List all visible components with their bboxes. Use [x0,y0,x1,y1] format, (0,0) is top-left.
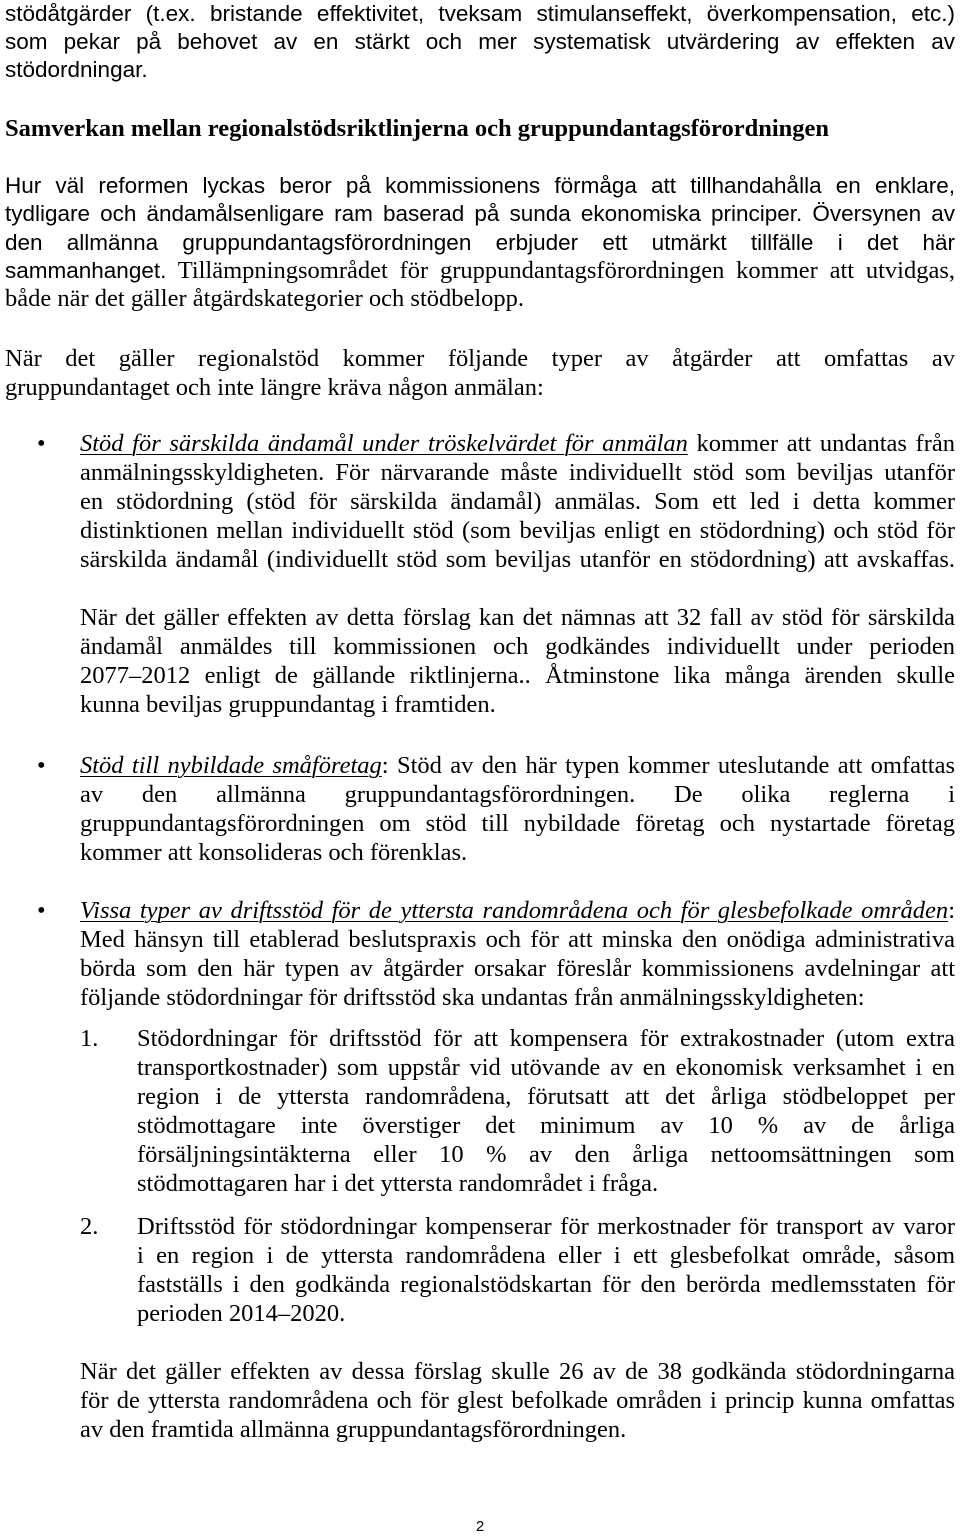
text-line: När det gäller regionalstöd kommer följande typer av åtgärder att omfattas av [5,344,955,372]
text-line: När det gäller effekten av dessa förslag skulle 26 av de 38 godkända stödordningarna [80,1357,955,1385]
intro-paragraph [5,0,955,84]
text-line: Hur väl reformen lyckas beror på kommissionens förmåga att tillhandahålla en enklare, [5,172,955,198]
text-line [80,751,955,780]
bullet-item [37,896,955,1012]
numbered-item-text [137,1212,955,1328]
text-line: kunna beviljas gruppundantag i framtiden. [80,690,496,718]
text-line [80,429,955,458]
text-line: stödåtgärder (t.ex. bristande effektivitet, tveksam stimulanseffekt, överkompensation, etc.) [5,1,955,26]
text-line: både när det gäller åtgärdskategorier och stödbelopp. [5,285,525,313]
text-line: följande stödordningar för driftsstöd ska undantas från anmälningsskyldigheten: [80,983,865,1011]
section-heading-block [5,114,955,143]
text-line: ändamål anmäldes till kommissionen och godkändes individuellt under perioden [80,632,955,660]
bullet-item [37,429,956,574]
text-segment: : [948,896,955,924]
text-line: i en region i de yttersta randområdena eller i ett glesbefolkat område, såsom [137,1241,955,1269]
text-line: Med hänsyn till etablerad beslutspraxis och för att minska den onödiga administrativa [80,925,955,953]
text-line: den allmänna gruppundantagsförordningen erbjuder ett utmärkt tillfälle i det här [5,229,955,255]
text-line: Driftsstöd för stödordningar kompenserar för merkostnader för transport av varor [137,1212,955,1240]
text-line: transportkostnader) som uppstår vid utövande av en ekonomisk verksamhet i en [137,1053,955,1081]
text-line: särskilda ändamål (individuellt stöd som beviljas utanför en stödordning) att avskaffas. [80,545,955,573]
text-segment: kommer att undantas från [687,429,956,457]
bullet-note-paragraph [80,603,955,719]
text-line: När det gäller effekten av detta förslag kan det nämnas att 32 fall av stöd för särskilda [80,603,955,631]
text-line [5,257,955,285]
list-number: 2. [80,1212,99,1240]
bullet-marker: • [37,751,46,779]
text-line: för de yttersta randområdena och för glest befolkade områden i princip kunna omfattas [80,1386,955,1414]
text-line: försäljningsintäkterna eller 10 % av den årliga nettoomsättningen som [137,1140,955,1168]
bullet-item [37,751,955,867]
text-line: börda som den här typen av åtgärder orsakar föreslår kommissionens avdelningar att [80,954,955,982]
text-line: region i de yttersta randområdena, förutsatt att det årliga stödbeloppet per [137,1082,955,1110]
text-line: en stödordning (stöd för särskilda ändamål) anmälas. Som ett led i detta kommer [80,487,955,515]
text-line: av den framtida allmänna gruppundantagsförordningen. [80,1415,627,1443]
text-line: gruppundantaget och inte längre kräva någon anmälan: [5,373,544,401]
text-segment: Tillämpningsområdet för gruppundantagsförordningen kommer att utvidgas, [177,256,956,284]
text-line: Stödordningar för driftsstöd för att kompensera för extrakostnader (utom extra [137,1024,955,1052]
list-number: 1. [80,1024,99,1052]
section-heading: Samverkan mellan regionalstödsriktlinjerna och gruppundantagsförordningen [5,114,830,142]
numbered-item-text [137,1024,955,1198]
text-line: som pekar på behovet av en stärkt och mer systematisk utvärdering av effekten av [5,29,955,54]
text-line: 2077–2012 enligt de gällande riktlinjerna.. Åtminstone lika många ärenden skulle [80,661,955,689]
text-line [80,896,955,925]
text-line: perioden 2014–2020. [137,1299,346,1327]
text-line: kommer att konsolideras och förenklas. [80,838,468,866]
numbered-item [80,1024,955,1198]
bullet-heading: Stöd till nybildade småföretag [80,751,382,779]
text-line: gruppundantagsförordningen om stöd till nybildade företag och nystartade företag [80,809,955,837]
bullet-marker: • [37,429,46,457]
scope-paragraph [5,344,955,402]
text-line: av den allmänna gruppundantagsförordningen. De olika reglerna i [80,780,955,808]
text-line: fastställs i den godkända regionalstödskartan för den berörda medlemsstaten för [137,1270,955,1298]
text-line: stödmottagare inte överstiger det minimum av 10 % av de årliga [137,1111,955,1139]
text-line: distinktionen mellan individuellt stöd (som beviljas enligt en stödordning) och stöd för [80,516,955,544]
bullet-heading: Stöd för särskilda ändamål under tröskelvärdet för anmälan [80,429,688,457]
bullet-marker: • [37,896,46,924]
bullet-heading: Vissa typer av driftsstöd för de yttersta randområdena och för glesbefolkade områden [80,896,949,924]
text-line: stödmottagaren har i det yttersta randområdet i fråga. [137,1169,659,1197]
page-number: 2 [475,1518,485,1535]
text-segment: : Stöd av den här typen kommer uteslutande att omfattas [381,751,955,779]
text-segment: sammanhanget. [5,257,167,283]
text-line: stödordningar. [5,57,148,82]
text-line: tydligare och ändamålsenligare ram baserad på sunda ekonomiska principer. Översynen av [5,201,955,227]
text-line: anmälningsskyldigheten. För närvarande måste individuellt stöd som beviljas utanför [80,458,955,486]
numbered-item [80,1212,955,1328]
reform-paragraph [5,172,955,314]
bullet-note-paragraph [80,1357,955,1444]
